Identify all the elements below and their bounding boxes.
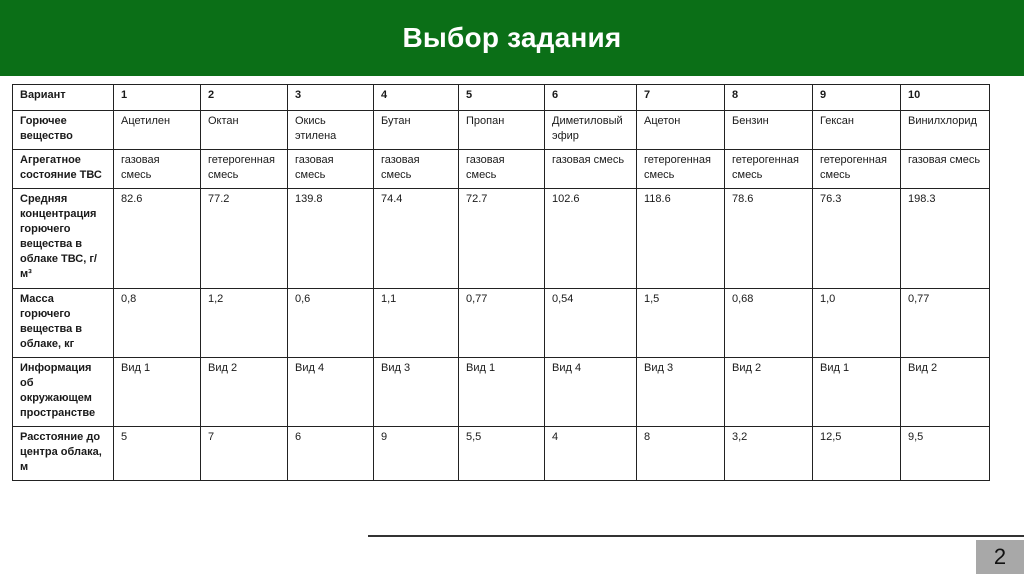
table-cell: газовая смесь (901, 150, 990, 189)
table-cell: Вид 3 (374, 358, 459, 427)
table-cell: Ацетилен (114, 111, 201, 150)
table-cell: Винилхлорид (901, 111, 990, 150)
title-bar (0, 0, 1024, 76)
row-label: Информация об окружающем пространстве (13, 358, 114, 427)
table-cell: Вид 4 (545, 358, 637, 427)
header-cell: 3 (288, 85, 374, 111)
table-cell: 0,54 (545, 289, 637, 358)
table-cell: 7 (201, 427, 288, 481)
table-cell: Вид 2 (901, 358, 990, 427)
table-cell: 6 (288, 427, 374, 481)
table-cell: 1,5 (637, 289, 725, 358)
header-cell: 9 (813, 85, 901, 111)
table-header-row (13, 85, 990, 111)
table-cell: Вид 2 (725, 358, 813, 427)
table-row (13, 358, 990, 427)
header-cell: 10 (901, 85, 990, 111)
table-cell: 0,8 (114, 289, 201, 358)
table-cell: 12,5 (813, 427, 901, 481)
table-cell: 1,1 (374, 289, 459, 358)
table-cell: 9 (374, 427, 459, 481)
table-cell: 0,68 (725, 289, 813, 358)
row-label: Расстояние до центра облака, м (13, 427, 114, 481)
header-cell: 5 (459, 85, 545, 111)
header-cell: 8 (725, 85, 813, 111)
variants-table (12, 84, 990, 481)
row-label: Средняя концентрация горючего вещества в облаке ТВС, г/м³ (13, 189, 114, 289)
table-cell: гетерогенная смесь (637, 150, 725, 189)
table-cell: 74.4 (374, 189, 459, 289)
table-cell: 5 (114, 427, 201, 481)
table-cell: гетерогенная смесь (201, 150, 288, 189)
table-cell: 4 (545, 427, 637, 481)
table-cell: газовая смесь (288, 150, 374, 189)
page-number-box (976, 540, 1024, 574)
table-cell: газовая смесь (374, 150, 459, 189)
table-cell: 102.6 (545, 189, 637, 289)
table-cell: 78.6 (725, 189, 813, 289)
table-cell: Вид 1 (114, 358, 201, 427)
table-cell: 5,5 (459, 427, 545, 481)
header-cell: 4 (374, 85, 459, 111)
table-cell: 0,77 (901, 289, 990, 358)
table-cell: Пропан (459, 111, 545, 150)
row-label: Горючее вещество (13, 111, 114, 150)
header-cell: Вариант (13, 85, 114, 111)
table-cell: 77.2 (201, 189, 288, 289)
table-cell: газовая смесь (114, 150, 201, 189)
header-cell: 6 (545, 85, 637, 111)
table-row (13, 111, 990, 150)
table-cell: Диметиловый эфир (545, 111, 637, 150)
table-cell: гетерогенная смесь (725, 150, 813, 189)
table-cell: 1,2 (201, 289, 288, 358)
table-cell: гетерогенная смесь (813, 150, 901, 189)
table-cell: 0,6 (288, 289, 374, 358)
table-cell: 1,0 (813, 289, 901, 358)
table-cell: 0,77 (459, 289, 545, 358)
page-number: 2 (993, 544, 1007, 569)
table-cell: Вид 1 (813, 358, 901, 427)
table-cell: 198.3 (901, 189, 990, 289)
table-cell: 8 (637, 427, 725, 481)
table-cell: Октан (201, 111, 288, 150)
table-cell: Бутан (374, 111, 459, 150)
table-cell: 72.7 (459, 189, 545, 289)
header-cell: 7 (637, 85, 725, 111)
table-cell: Ацетон (637, 111, 725, 150)
table-row (13, 427, 990, 481)
table-row (13, 189, 990, 289)
table-cell: Вид 2 (201, 358, 288, 427)
table-cell: Вид 4 (288, 358, 374, 427)
table-cell: 139.8 (288, 189, 374, 289)
slide-title: Выбор задания (402, 22, 622, 53)
header-cell: 1 (114, 85, 201, 111)
table-cell: 118.6 (637, 189, 725, 289)
table-cell: Бензин (725, 111, 813, 150)
table-cell: Гексан (813, 111, 901, 150)
table-cell: Вид 3 (637, 358, 725, 427)
table-cell: газовая смесь (459, 150, 545, 189)
row-label: Агрегатное состояние ТВС (13, 150, 114, 189)
table-cell: 76.3 (813, 189, 901, 289)
header-cell: 2 (201, 85, 288, 111)
footer-divider (368, 535, 1024, 537)
table-row (13, 289, 990, 358)
table-row (13, 150, 990, 189)
table-cell: газовая смесь (545, 150, 637, 189)
table-cell: Вид 1 (459, 358, 545, 427)
table-cell: 3,2 (725, 427, 813, 481)
table-cell: Окись этилена (288, 111, 374, 150)
table-cell: 82.6 (114, 189, 201, 289)
table-cell: 9,5 (901, 427, 990, 481)
row-label: Масса горючего вещества в облаке, кг (13, 289, 114, 358)
